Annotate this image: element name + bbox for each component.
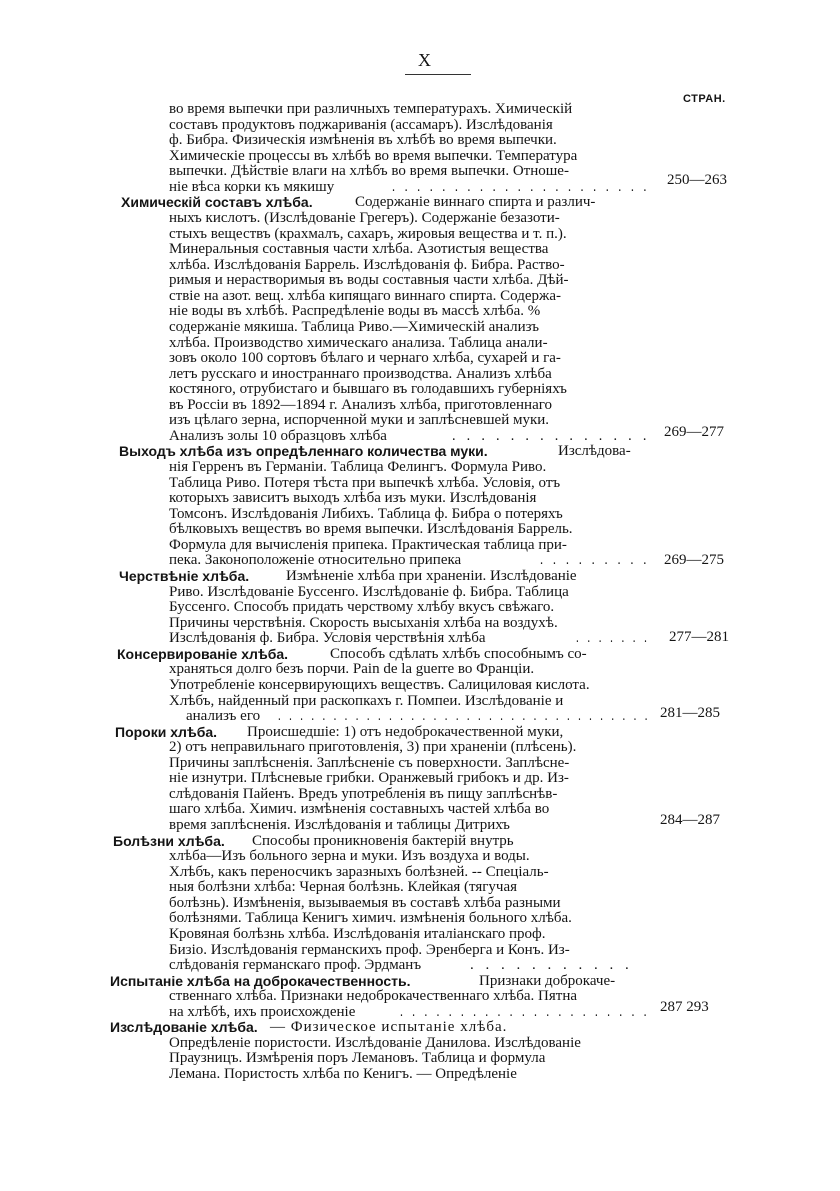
dot-leader: . . . . . . . . . . . . . . . . . . . . . . . . . . . . . . . . . . <box>278 708 651 724</box>
entry-line: Минеральныя составныя части хлѣба. Азотистыя вещества <box>169 241 549 258</box>
entry-line: 2) отъ неправильнаго приготовленія, 3) при храненіи (плѣсень). <box>169 739 577 756</box>
entry-line: ніе воды въ хлѣбѣ. Распредѣленіе воды въ массѣ хлѣба. % <box>169 303 541 320</box>
entry-line: бѣлковыхъ веществъ во время выпечки. Изслѣдованія Баррель. <box>169 521 573 538</box>
entry-heading: Испытаніе хлѣба на доброкачественность. <box>110 972 411 989</box>
entry-line: въ Россіи въ 1892—1894 г. Анализъ хлѣба, приготовленнаго <box>169 396 553 413</box>
entry-heading: Химическій составъ хлѣба. <box>121 194 313 211</box>
entry-line: Химическіе процессы въ хлѣбѣ во время выпечки. Температура <box>169 147 578 164</box>
dot-leader: . . . . . . . . . . . . . . . . . . . . . <box>392 178 650 195</box>
entry-line: Причины черствѣнія. Скорость высыханія хлѣба на воздухѣ. <box>169 614 558 631</box>
entry-heading: Изслѣдованіе хлѣба. <box>110 1019 258 1036</box>
dot-leader: . . . . . . . <box>576 630 650 647</box>
entry-line: ствіе на азот. вещ. хлѣба кипящаго виннаго спирта. Содержа- <box>169 287 562 304</box>
entry-line: Происшедшіе: 1) отъ недоброкачественной муки, <box>247 723 564 740</box>
entry-line: Хлѣбъ, какъ переносчикъ заразныхъ болѣзней. -- Спеціаль- <box>169 863 549 880</box>
entry-line: шаго хлѣба. Химич. измѣненія составныхъ частей хлѣба во <box>169 801 550 818</box>
dot-leader: . . . . . . . . . <box>540 552 650 569</box>
entry-line: Анализъ золы 10 образцовъ хлѣба <box>169 427 387 444</box>
entry-heading: Болѣзни хлѣба. <box>113 832 225 849</box>
entry-line: Томсонъ. Изслѣдованія Либихъ. Таблица ф. Бибра о потеряхъ <box>169 505 563 522</box>
entry-line: Употребленіе консервирующихъ веществъ. Салициловая кислота. <box>169 676 590 693</box>
entry-line: ніе вѣса корки къ мякишу <box>169 178 335 195</box>
entry-line: ф. Бибра. Физическія измѣненія въ хлѣбѣ во время выпечки. <box>169 132 557 149</box>
page-range: 284—287 <box>660 811 720 828</box>
entry-line: Лемана. Пористость хлѣба по Кенигъ. — Опредѣленіе <box>169 1066 517 1082</box>
entry-line: хлѣба. Изслѣдованія Баррель. Изслѣдованія ф. Бибра. Раство- <box>169 256 565 273</box>
entry-line: анализъ его <box>186 708 261 724</box>
dot-leader: . . . . . . . . . . . . . . . . . . . . . <box>400 1003 650 1020</box>
entry-heading: Пороки хлѣба. <box>115 723 218 740</box>
entry-line: Опредѣленіе пористости. Изслѣдованіе Данилова. Изслѣдованіе <box>169 1034 581 1051</box>
dot-leader: . . . . . . . . . . . <box>470 957 633 973</box>
entry-line: зовъ около 100 сортовъ бѣлаго и чернаго хлѣба, сухарей и га- <box>169 350 561 366</box>
entry-line: пека. Законоположеніе относительно припека <box>169 552 462 569</box>
entry-line: на хлѣбѣ, ихъ происхожденіе <box>169 1003 356 1020</box>
entry-line: во время выпечки при различныхъ температурахъ. Химическій <box>169 101 573 117</box>
entry-line: Измѣненіе хлѣба при храненіи. Изслѣдованіе <box>286 567 577 584</box>
page-range: 287 293 <box>660 999 709 1016</box>
dot-leader: . . . . . . . . . . . . . . <box>452 427 651 444</box>
entry-line: Бизіо. Изслѣдованія германскихъ проф. Эренберга и Конъ. Из- <box>169 941 570 958</box>
entry-line: слѣдованія Пайенъ. Вредъ употребленія въ пищу заплѣснѣв- <box>169 785 558 802</box>
entry-line: Способы проникновенія бактерій внутрь <box>252 832 514 849</box>
entry-line: Таблица Риво. Потеря тѣста при выпечкѣ хлѣба. Условія, отъ <box>169 474 561 491</box>
entry-line: Способъ сдѣлать хлѣбъ способнымъ со- <box>330 645 587 662</box>
entry-line: Буссенго. Способъ придать черствому хлѣбу вкусъ свѣжаго. <box>169 599 555 616</box>
entry-heading: Выходъ хлѣба изъ опредѣленнаго количества муки. <box>119 443 488 460</box>
entry-line: — Физическое испытаніе хлѣба. <box>270 1019 508 1036</box>
entry-line: слѣдованія германскаго проф. Эрдманъ <box>169 957 422 973</box>
entry-line: хлѣба. Производство химическаго анализа. Таблица анали- <box>169 334 548 351</box>
entry-line: составъ продуктовъ поджариванія (ассамаръ). Изслѣдованія <box>169 116 553 133</box>
entry-heading: Черствѣніе хлѣба. <box>119 567 250 584</box>
entry-line: Содержаніе виннаго спирта и различ- <box>355 194 596 211</box>
page-range: 269—275 <box>664 551 724 568</box>
entry-line: время заплѣсненія. Изслѣдованія и таблицы Дитрихъ <box>169 817 510 833</box>
page-range: 281—285 <box>660 704 720 721</box>
page-number-rule <box>405 74 471 75</box>
page-number: X <box>418 50 432 70</box>
entry-line: выпечки. Дѣйствіе влаги на хлѣбъ во время выпечки. Отноше- <box>169 163 569 180</box>
entry-line: храняться долго безъ порчи. Pain de la guerre во Франціи. <box>169 661 535 678</box>
page-range: 250—263 <box>667 171 727 188</box>
entry-line: Причины заплѣсненія. Заплѣсненіе съ поверхности. Заплѣсне- <box>169 754 570 771</box>
entry-line: Признаки доброкаче- <box>479 972 616 989</box>
entry-line: ныхъ кислотъ. (Изслѣдованіе Грегеръ). Содержаніе безазоти- <box>169 210 560 226</box>
entry-line: нія Герренъ въ Германіи. Таблица Фелингъ. Формула Риво. <box>169 459 547 475</box>
entry-line: Изслѣдова- <box>558 443 631 460</box>
entry-line: Праузницъ. Измѣренія поръ Лемановъ. Таблица и формула <box>169 1050 546 1067</box>
entry-line: летъ русскаго и иностраннаго производства. Анализъ хлѣба <box>169 365 552 382</box>
entry-line: болѣзнь). Измѣненія, вызываемыя въ составѣ хлѣба разными <box>169 894 561 911</box>
entry-line: римыя и нерастворимыя въ воды составныя части хлѣба. Дѣй- <box>169 272 569 289</box>
entry-line: хлѣба—Изъ больного зерна и муки. Изъ воздуха и воды. <box>169 848 530 865</box>
entry-line: Формула для вычисленія припека. Практическая таблица при- <box>169 536 567 553</box>
page-range: 269—277 <box>664 423 724 440</box>
entry-line: ственнаго хлѣба. Признаки недоброкачественнаго хлѣба. Пятна <box>169 988 578 1005</box>
pages-column-header: СТРАН. <box>683 93 726 105</box>
entry-line: болѣзнями. Таблица Кенигъ химич. измѣненія больного хлѣба. <box>169 910 572 927</box>
entry-line: ніе изнутри. Плѣсневые грибки. Оранжевый грибокъ и др. Из- <box>169 770 569 787</box>
entry-line: костяного, отрубистаго и бывшаго въ голодавшихъ губерніяхъ <box>169 381 567 398</box>
entry-line: Изслѣдованія ф. Бибра. Условія черствѣнія хлѣба <box>169 630 486 647</box>
entry-line: Кровяная болѣзнь хлѣба. Изслѣдованія италіанскаго проф. <box>169 925 546 942</box>
entry-line: стыхъ веществъ (крахмалъ, сахаръ, жировыя вещества и т. п.). <box>169 225 567 242</box>
entry-line: Хлѣбъ, найденный при раскопкахъ г. Помпеи. Изслѣдованіе и <box>169 692 564 709</box>
entry-heading: Консервированіе хлѣба. <box>117 645 289 662</box>
entry-line: изъ цѣлаго зерна, испорченной муки и заплѣсневшей муки. <box>169 412 550 429</box>
entry-line: которыхъ зависитъ выходъ хлѣба изъ муки. Изслѣдованія <box>169 490 537 507</box>
entry-line: Риво. Изслѣдованіе Буссенго. Изслѣдованіе ф. Бибра. Таблица <box>169 583 569 600</box>
entry-line: содержаніе мякиша. Таблица Риво.—Химическій анализъ <box>169 318 540 335</box>
page-range: 277—281 <box>669 628 729 645</box>
entry-line: ныя болѣзни хлѣба: Черная болѣзнь. Клейкая (тягучая <box>169 879 518 896</box>
